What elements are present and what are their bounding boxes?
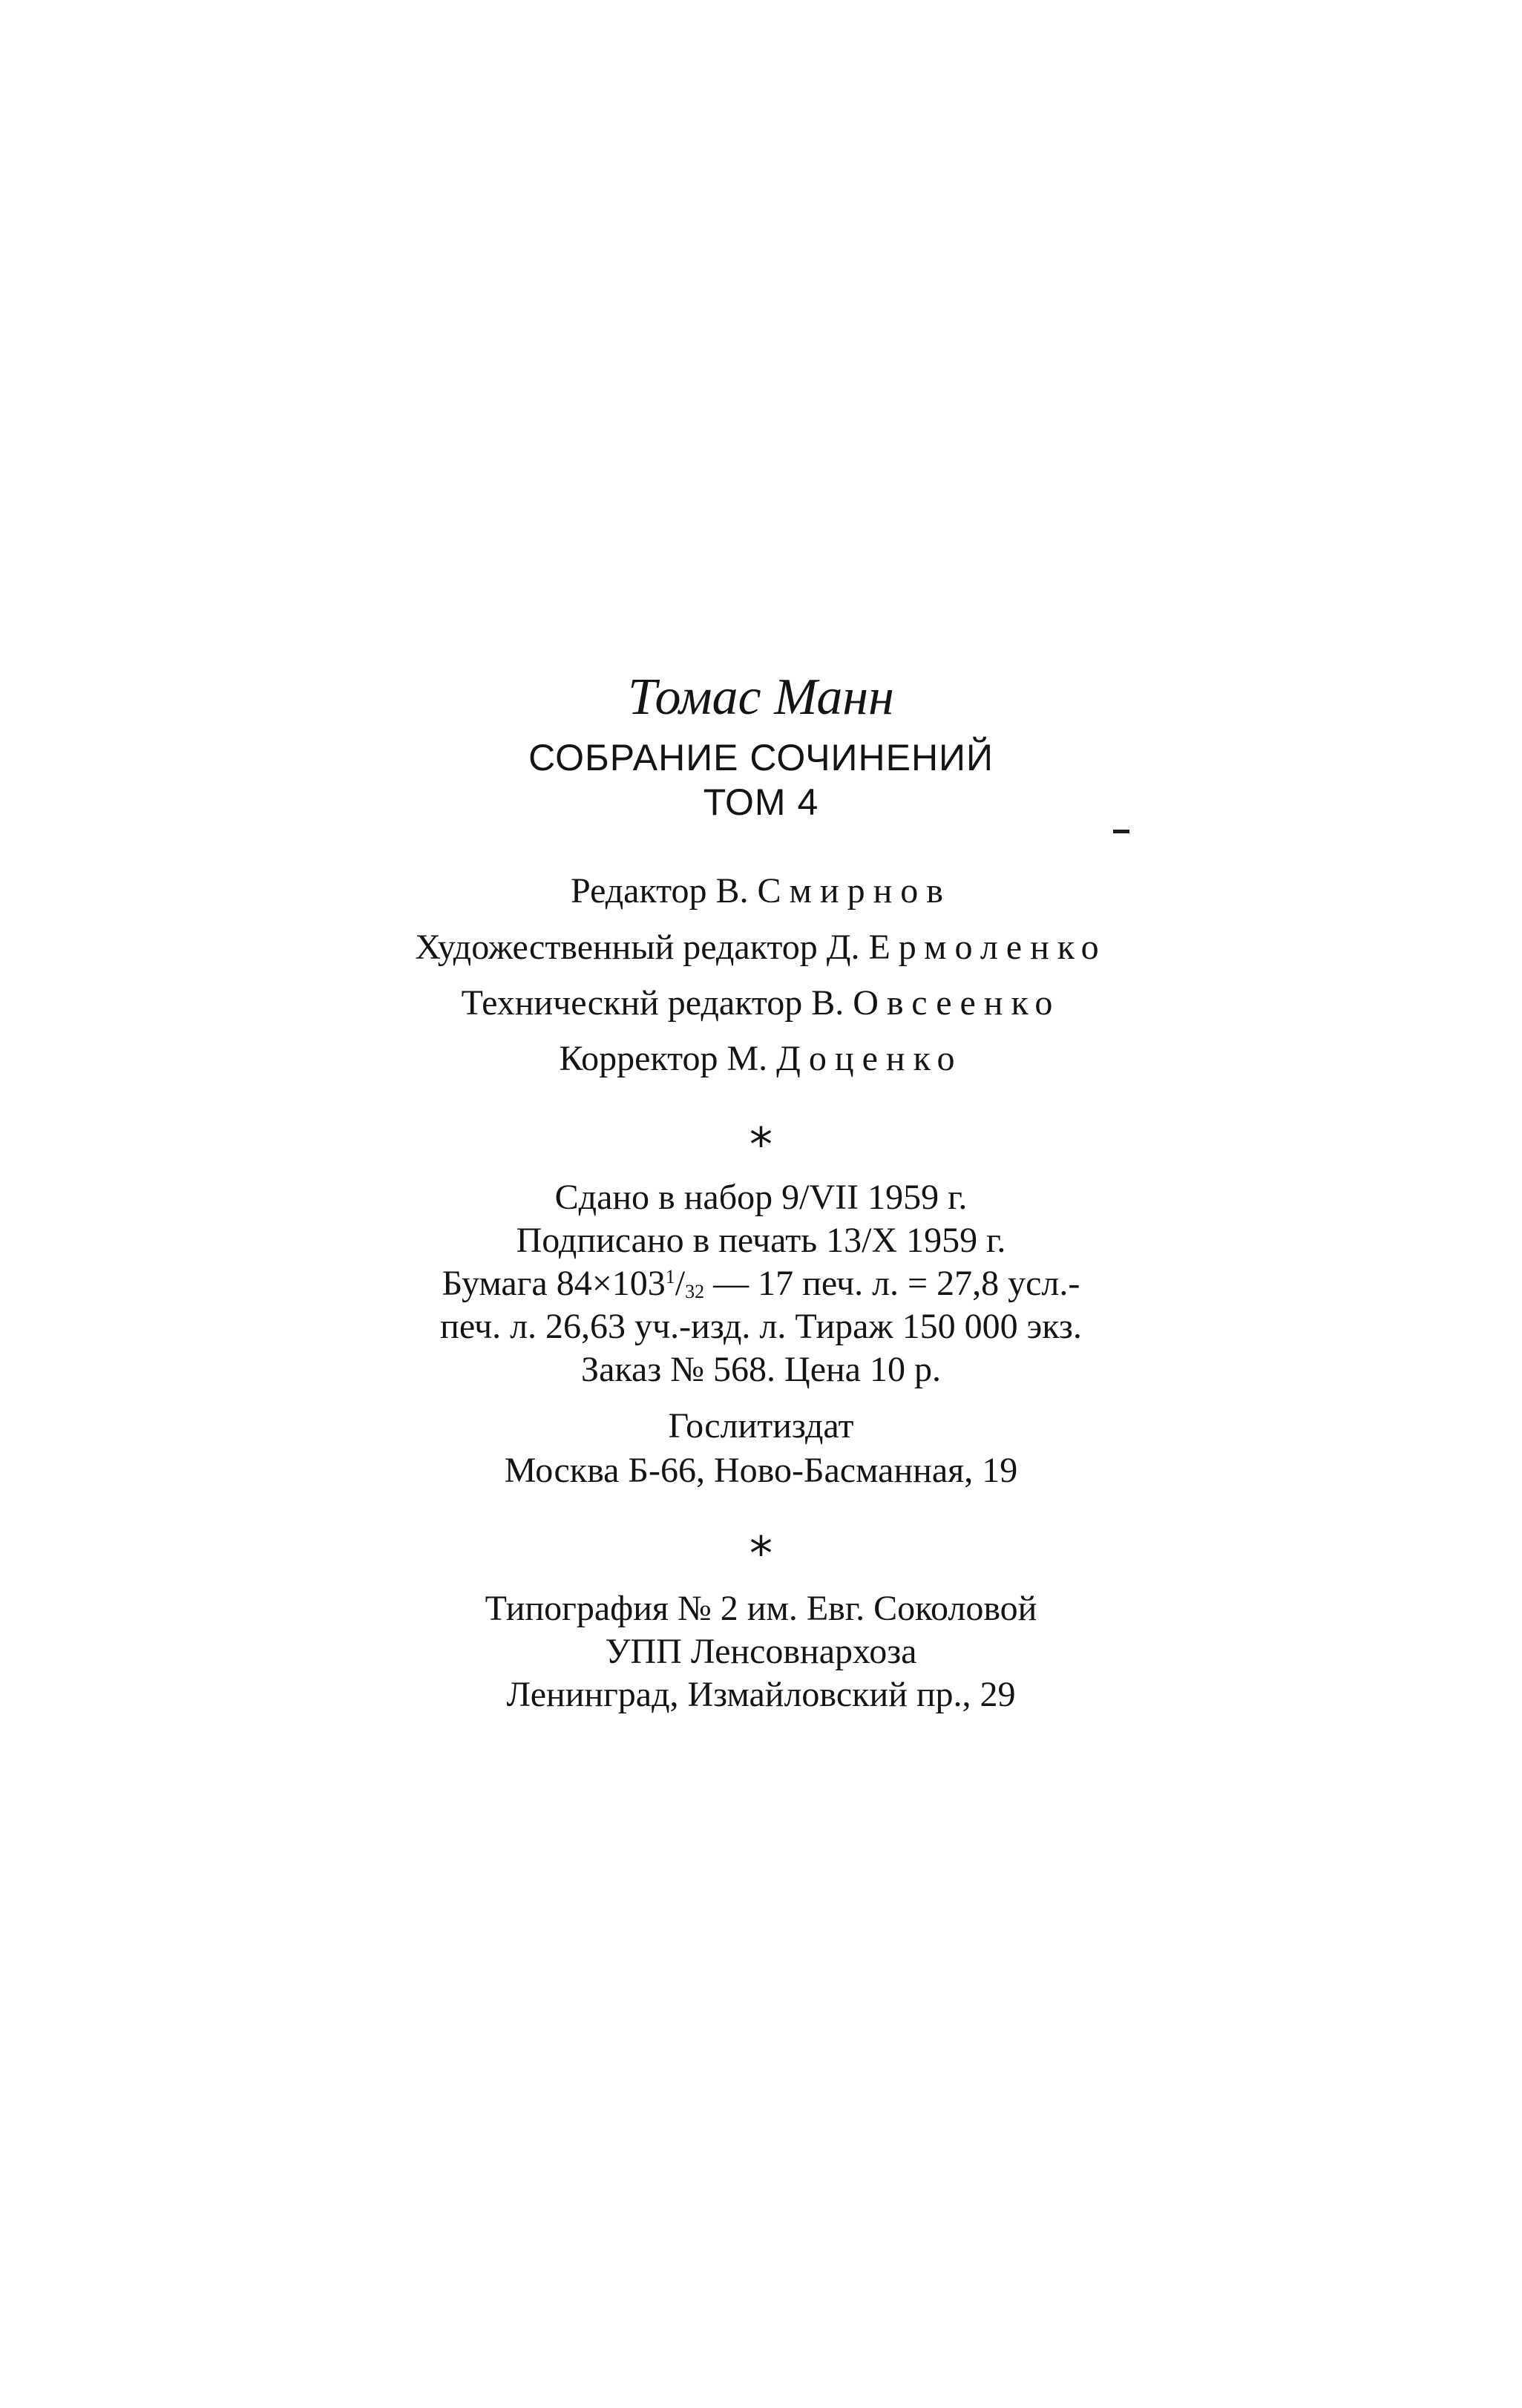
- credit-role: Техническнй редактор В.: [461, 983, 844, 1023]
- imprint-signed-date: Подписано в печать 13/X 1959 г.: [516, 1221, 1006, 1260]
- credit-name: Смирнов: [757, 871, 951, 911]
- credit-art-editor: [0, 930, 1522, 965]
- imprint-paper-format: Бумага $84\times 103^1/32$ — 17 печ. л. = 27,8 усл.-: [442, 1264, 1080, 1303]
- imprint-order-price: Заказ № 568. Цена 10 р.: [581, 1350, 941, 1389]
- credit-name: Ермоленко: [868, 928, 1107, 967]
- collection-title: СОБРАНИЕ СОЧИНЕНИЙ: [528, 737, 994, 778]
- credit-role: Художественный редактор Д.: [415, 928, 860, 967]
- imprint-print-run: печ. л. 26,63 уч.-изд. л. Тираж 150 000 экз.: [440, 1307, 1082, 1346]
- credit-role: Корректор М.: [559, 1039, 768, 1078]
- imprint-typeset-date: Сдано в набор 9/VII 1959 г.: [554, 1178, 968, 1217]
- credit-tech-editor: [0, 985, 1522, 1021]
- printer-name: Типография № 2 им. Евг. Соколовой: [485, 1589, 1037, 1628]
- credit-name: Овсеенко: [853, 983, 1061, 1023]
- printer-organization: УПП Ленсовнархоза: [605, 1632, 917, 1671]
- credit-role: Редактор В.: [571, 871, 749, 911]
- credit-proofreader: [0, 1041, 1522, 1077]
- credit-name: Доценко: [776, 1039, 963, 1078]
- credit-editor: [0, 873, 1522, 909]
- section-divider-star-1: ⁎: [749, 1103, 773, 1157]
- publisher-address: Москва Б-66, Ново-Басманная, 19: [504, 1451, 1018, 1490]
- publisher-name: Гослитиздат: [668, 1406, 854, 1446]
- section-divider-star-2: ⁎: [749, 1512, 773, 1566]
- author-name: Томас Манн: [628, 669, 894, 726]
- print-mark: [1113, 830, 1129, 833]
- volume-number: ТОМ 4: [703, 781, 819, 823]
- printer-address: Ленинград, Измайловский пр., 29: [506, 1675, 1016, 1714]
